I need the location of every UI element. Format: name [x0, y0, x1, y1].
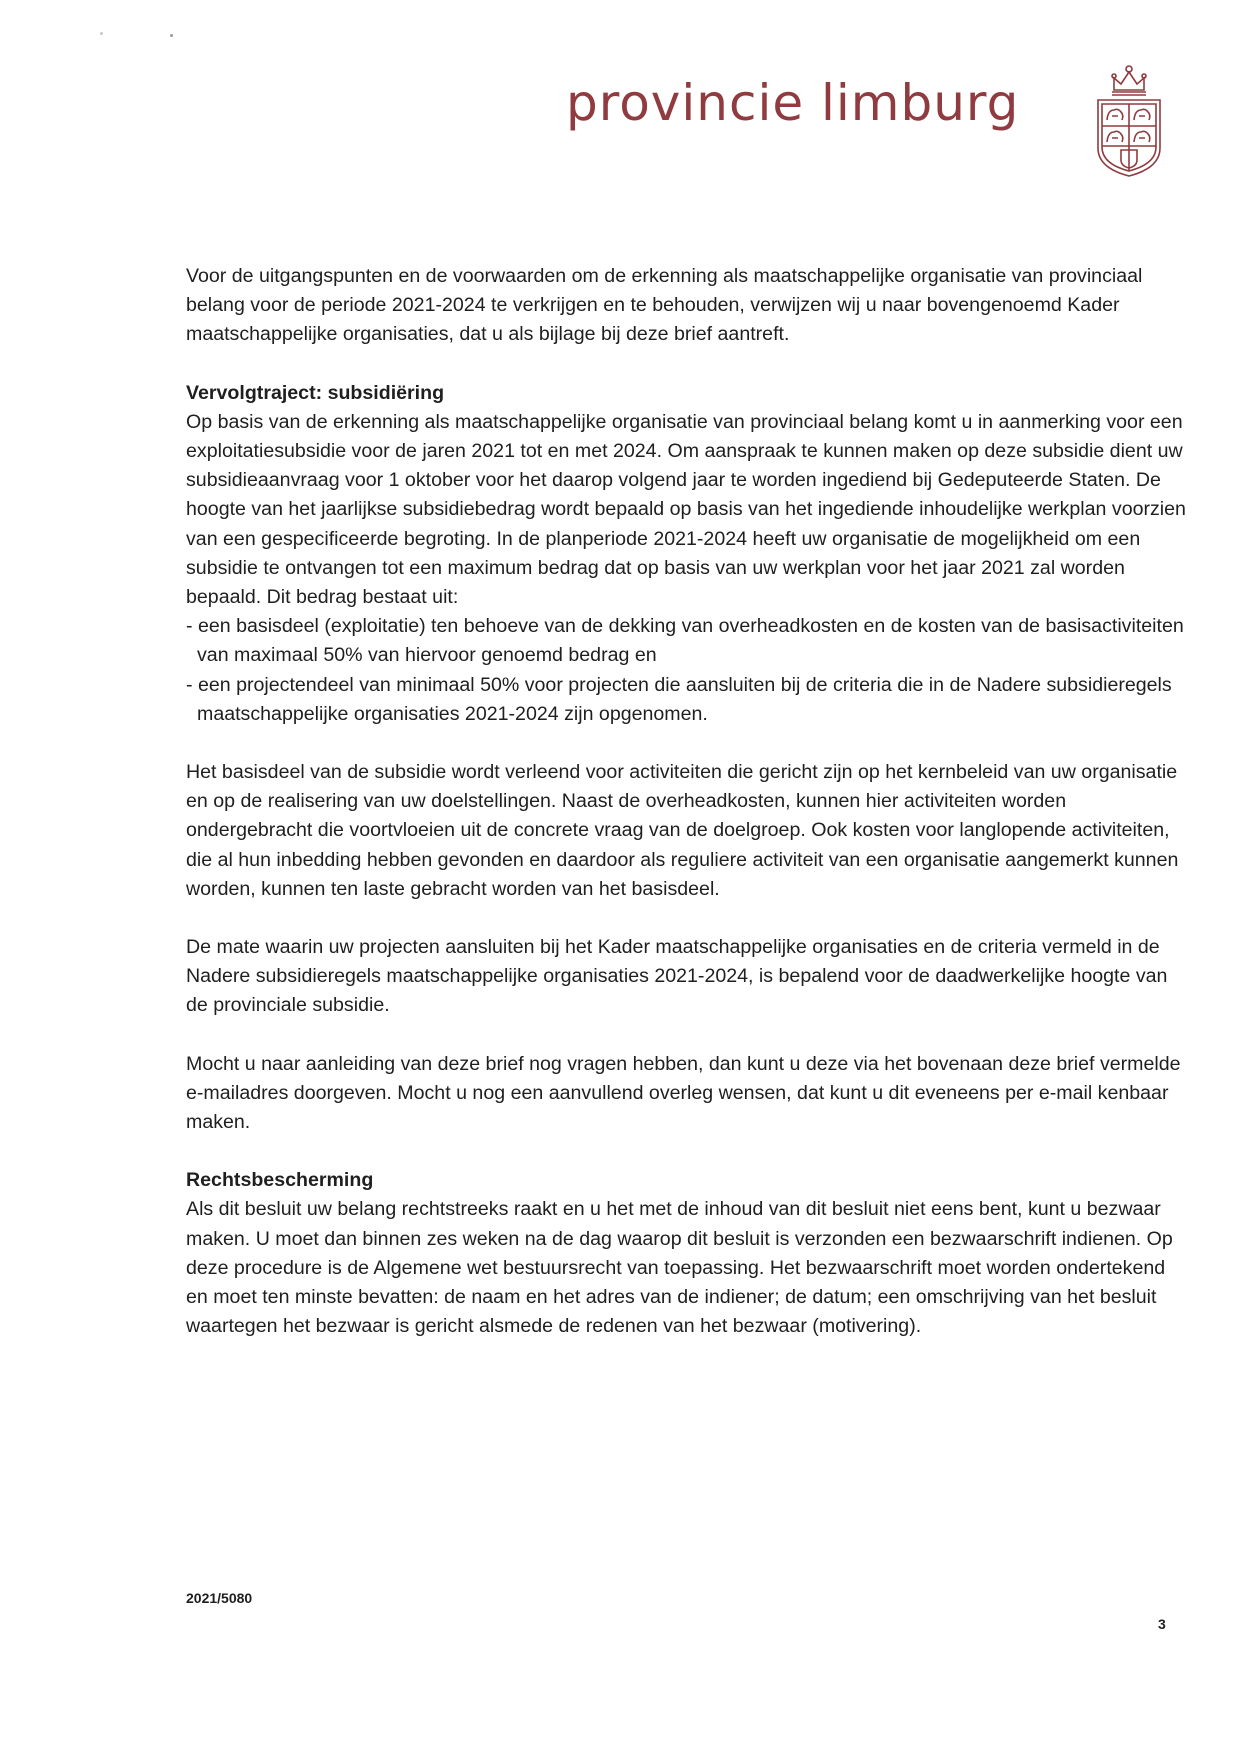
scan-speck	[170, 34, 173, 37]
scan-speck	[100, 32, 103, 35]
intro-paragraph: Voor de uitgangspunten en de voorwaarden om de erkenning als maatschappelijke organisatie van provinciaal belang voor de periode 2021-2024 te verkrijgen en te behouden, verwijzen wij u naar bovengenoemd Kader maatschappelijke organisaties, dat u als bijlage bij deze brief aantreft.	[186, 265, 1143, 346]
bullet-list	[186, 612, 1186, 729]
basisdeel-paragraph: Het basisdeel van de subsidie wordt verleend voor activiteiten die gericht zijn op het kernbeleid van uw organisatie en op de realisering van uw doelstellingen. Naast de overheadkosten, kunnen hier activiteiten worden ondergebracht die voortvloeien uit de concrete vraag van de doelgroep. Ook kosten voor langlopende activiteiten, die al hun inbedding hebben gevonden en daardoor als reguliere activiteit van een organisatie aangemerkt kunnen worden, kunnen ten laste gebracht worden van het basisdeel.	[186, 761, 1179, 900]
page-number: 3	[1158, 1616, 1166, 1632]
subsidiering-paragraph: Op basis van de erkenning als maatschappelijke organisatie van provinciaal belang komt u in aanmerking voor een exploitatiesubsidie voor de jaren 2021 tot en met 2024. Om aanspraak te kunnen maken op deze subsidie dient uw subsidieaanvraag voor 1 oktober voor het daarop volgend jaar te worden ingediend bij Gedeputeerde Staten. De hoogte van het jaarlijkse subsidiebedrag wordt bepaald op basis van het ingediende inhoudelijke werkplan voorzien van een gespecificeerde begroting. In de planperiode 2021-2024 heeft uw organisatie de mogelijkheid om een subsidie te ontvangen tot een maximum bedrag dat op basis van uw werkplan voor het jaar 2021 zal worden bepaald. Dit bedrag bestaat uit:	[186, 410, 1186, 609]
coat-of-arms-icon	[1094, 60, 1164, 178]
section-heading-rechtsbescherming: Rechtsbescherming	[186, 1169, 374, 1192]
contact-paragraph: Mocht u naar aanleiding van deze brief nog vragen hebben, dan kunt u deze via het bovenaan deze brief vermelde e-mailadres doorgeven. Mocht u nog een aanvullend overleg wensen, dat kunt u dit eveneens per e-mail kenbaar maken.	[186, 1052, 1181, 1134]
section-heading-subsidiering: Vervolgtraject: subsidiëring	[186, 381, 445, 404]
list-item: - een projectendeel van minimaal 50% voor projecten die aansluiten bij de criteria die in de Nadere subsidieregels maatschappelijke organisaties 2021-2024 zijn opgenomen.	[186, 673, 1172, 725]
document-number: 2021/5080	[186, 1590, 253, 1606]
list-item: - een basisdeel (exploitatie) ten behoeve van de dekking van overheadkosten en de kosten van de basisactiviteiten van maximaal 50% van hiervoor genoemd bedrag en	[186, 615, 1184, 667]
projecten-paragraph: De mate waarin uw projecten aansluiten bij het Kader maatschappelijke organisaties en de criteria vermeld in de Nadere subsidieregels maatschappelijke organisaties 2021-2024, is bepalend voor de daadwerkelijke hoogte van de provinciale subsidie.	[186, 936, 1168, 1017]
letter-body	[186, 262, 1186, 1342]
logo-text: provincie limburg	[566, 74, 1020, 132]
rechtsbescherming-paragraph: Als dit besluit uw belang rechtstreeks raakt en u het met de inhoud van dit besluit niet eens bent, kunt u bezwaar maken. U moet dan binnen zes weken na de dag waarop dit besluit is verzonden een bezwaarschrift indienen. Op deze procedure is de Algemene wet bestuursrecht van toepassing. Het bezwaarschrift moet worden ondertekend en moet ten minste bevatten: de naam en het adres van de indiener; de datum; een omschrijving van het besluit waartegen het bezwaar is gericht alsmede de redenen van het bezwaar (motivering).	[186, 1198, 1173, 1338]
